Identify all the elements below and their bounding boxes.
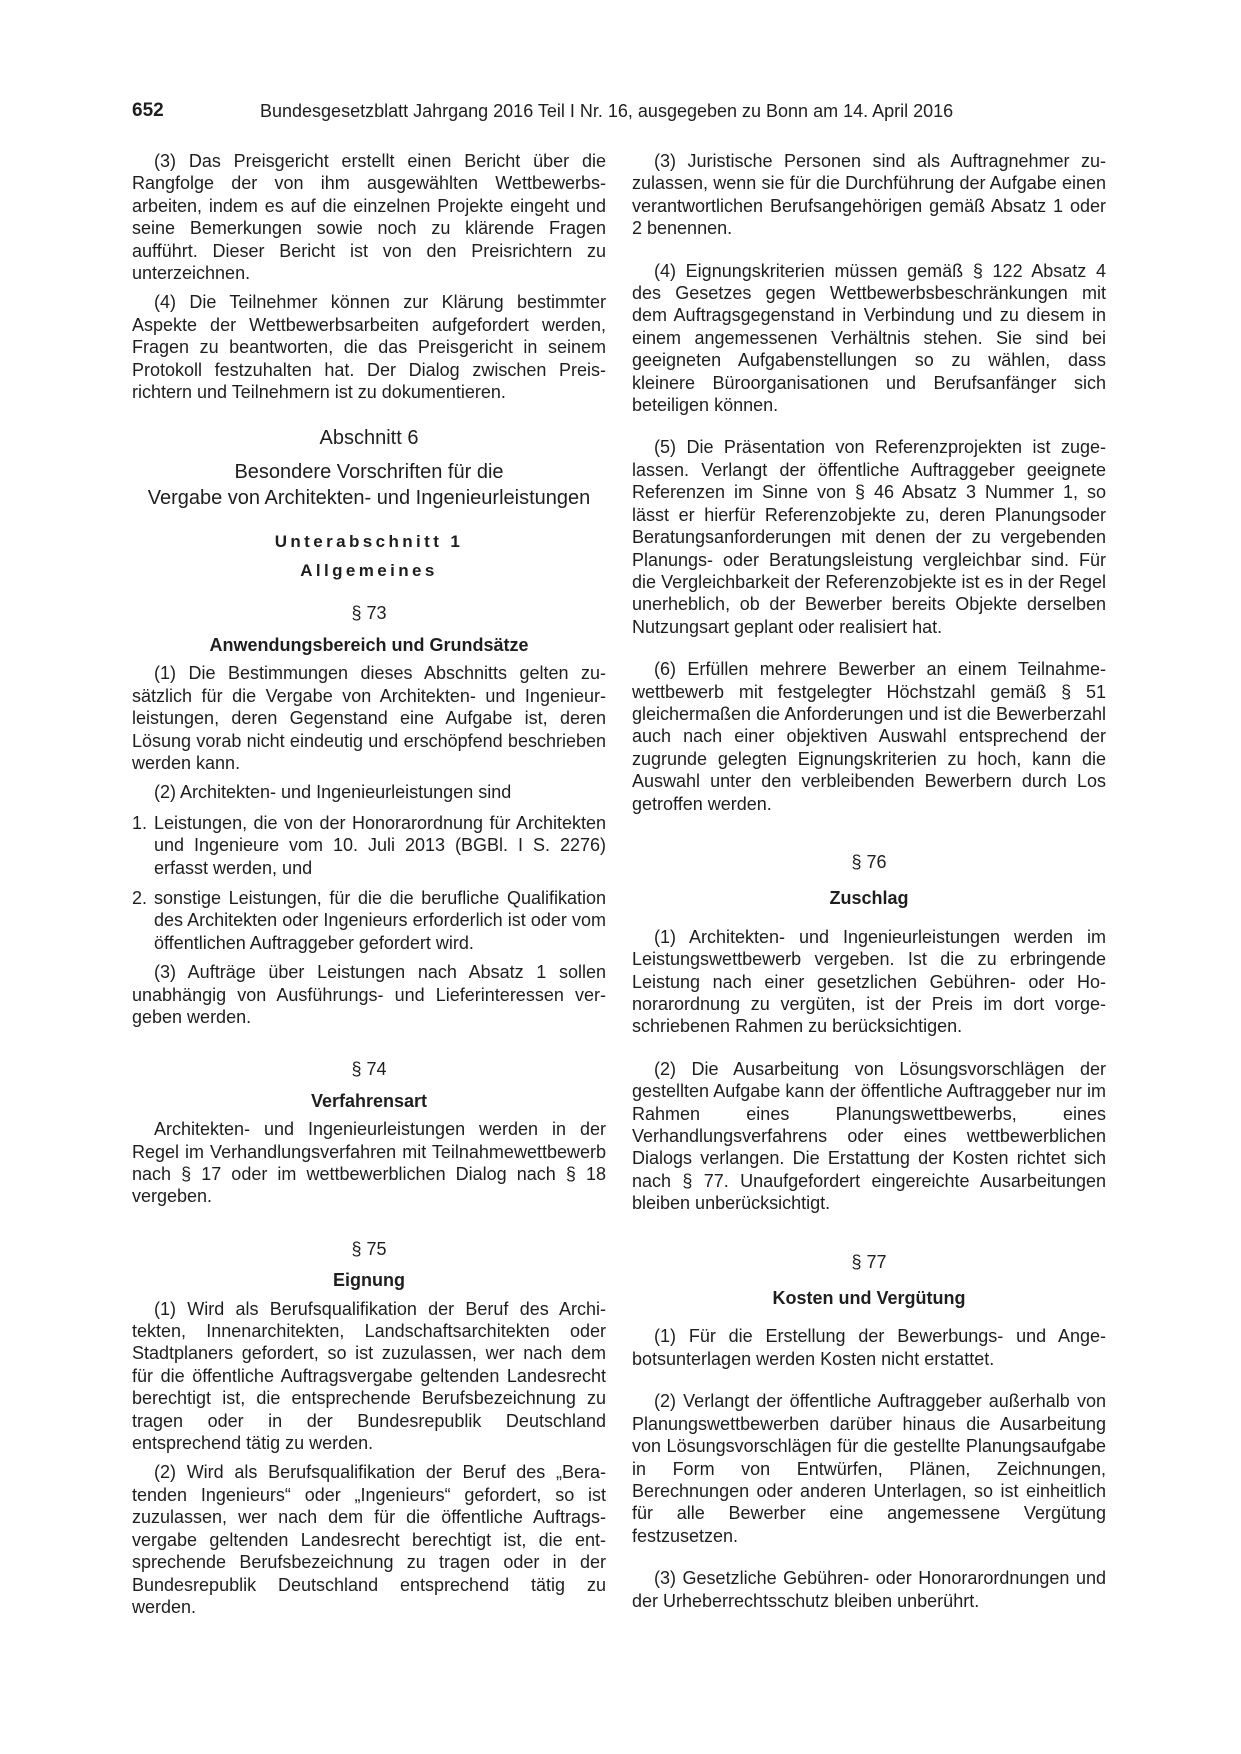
paragraph: (1) Für die Erstellung der Bewerbungs- und Angebotsunterlagen werden Kosten nicht erstattet. [632,1326,1106,1369]
running-title: Bundesgesetzblatt Jahrgang 2016 Teil I Nr. 16, ausgegeben zu Bonn am 14. April 2016 [260,101,954,121]
list-item-number: 1. [132,812,148,833]
right-column [632,150,1106,1612]
section-number: § 77 [851,1251,887,1272]
left-column [132,150,606,1618]
section-number: § 76 [851,851,887,872]
list-item-text: sonstige Leistungen, für die die berufliche Qualifikation des Architekten oder Ingenieurs erforderlich ist oder vom öffentlichen Auftraggeber gefordert wird. [154,887,606,953]
paragraph: (4) Eignungskriterien müssen gemäß § 122 Absatz 4 des Gesetzes gegen Wettbewerbsbeschränkungen mit dem Auftragsgegenstand in Verbindung und zu diesem in einem angemessenen Verhältnis stehen. Sie sind bei geeigneten Aufgabenstellungen so zu wählen, dass kleinere Büroorganisationen und Berufsanfänger sich beteiligen können. [632,260,1106,416]
section-title: Kosten und Vergütung [772,1288,966,1309]
section-title: Verfahrensart [310,1090,428,1111]
paragraph: (4) Die Teilnehmer können zur Klärung bestimmter Aspekte der Wettbewerbsarbeiten aufgefordert werden, Fragen zu beantworten, die das Preisgericht in seinem Protokoll festzuhalten hat. Der Dialog zwischen Preisrichtern und Teilnehmern ist zu dokumentieren. [132,292,606,403]
paragraph: (5) Die Präsentation von Referenzprojekten ist zugelassen. Verlangt der öffentliche Auftraggeber geeignete Referenzen im Sinne von § 46 Absatz 3 Nummer 1, so lässt er hierfür Referenzobjekte zu, deren Planungsoder Beratungsanforderungen mit denen der zu vergebenden Planungs- oder Beratungsleistung vergleichbar sind. Für die Vergleichbarkeit der Referenzobjekte ist es in der Regel unerheblich, ob der Bewerber bereits Objekte derselben Nutzungsart geplant oder realisiert hat. [632,437,1106,637]
section-title: Eignung [333,1270,405,1291]
unterabschnitt-title: Allgemeines [300,561,438,581]
paragraph: (3) Juristische Personen sind als Auftragnehmer zuzulassen, wenn sie für die Durchführung der Aufgabe einen verantwortlichen Berufsangehörigen gemäß Absatz 1 oder 2 benennen. [632,151,1106,239]
paragraph: (2) Wird als Berufsqualifikation der Beruf des „Beratenden Ingenieurs“ oder „Ingenieurs“ gefordert, so ist zuzulassen, wer nach dem für die öffentliche Auftragsvergabe geltenden Landesrecht berechtigt ist, die entsprechende Berufsbezeichnung zu tragen oder in der Bundesrepublik Deutschland entsprechend tätig zu werden. [132,1462,606,1617]
section-title: Anwendungsbereich und Grundsätze [209,634,529,655]
list-item-number: 2. [132,887,148,908]
section-number: § 74 [351,1059,387,1080]
paragraph: (3) Das Preisgericht erstellt einen Bericht über die Rangfolge der von ihm ausgewählten Wettbewerbsarbeiten, indem es auf die einzelnen Projekte eingeht und seine Bemerkungen sowie noch zu klärende Fragen aufführt. Dieser Bericht ist von den Preisrichtern zu unterzeichnen. [132,151,606,284]
paragraph: (6) Erfüllen mehrere Bewerber an einem Teilnahmewettbewerb mit festgelegter Höchstzahl gemäß § 51 gleichermaßen die Anforderungen und ist die Bewerberzahl auch nach einer objektiven Auswahl entsprechend der zugrunde gelegten Eignungskriterien zu hoch, kann die Auswahl unter den verbleibenden Bewerbern durch Los getroffen werden. [632,659,1106,814]
section-number: § 75 [351,1238,387,1259]
paragraph: (2) Architekten- und Ingenieurleistungen sind [154,782,512,803]
list-item [132,887,606,954]
paragraph: (3) Aufträge über Leistungen nach Absatz 1 sollen unabhängig von Ausführungs- und Lieferinteressen vergeben werden. [132,962,606,1027]
abschnitt-heading: Abschnitt 6 [319,427,419,450]
paragraph: (1) Wird als Berufsqualifikation der Beruf des Architekten, Innenarchitekten, Landschaftsarchitekten oder Stadtplaners gefordert, so ist zuzulassen, wer nach dem für die öffentliche Auftragsvergabe geltenden Landesrecht berechtigt ist, die entsprechende Berufsbezeichnung zu tragen oder in der Bundesrepublik Deutschland entsprechend tätig zu werden. [132,1298,606,1454]
paragraph: (1) Architekten- und Ingenieurleistungen werden im Leistungswettbewerb vergeben. Ist die zu erbringende Leistung nach einer gesetzlichen Gebühren- oder Honorarordnung zu vergüten, ist der Preis im dort vorgeschriebenen Rahmen zu berücksichtigen. [632,926,1106,1037]
abschnitt-title-line-1: Besondere Vorschriften für die [234,461,504,484]
paragraph: (1) Die Bestimmungen dieses Abschnitts gelten zusätzlich für die Vergabe von Architekten- und Ingenieurleistungen, deren Gegenstand eine Aufgabe ist, deren Lösung vorab nicht eindeutig und erschöpfend beschrieben werden kann. [132,663,606,773]
section-title: Zuschlag [829,888,909,909]
abschnitt-title-line-2: Vergabe von Architekten- und Ingenieurleistungen [147,487,591,510]
unterabschnitt-heading: Unterabschnitt 1 [274,532,464,552]
paragraph: (2) Die Ausarbeitung von Lösungsvorschlägen der gestellten Aufgabe kann der öffentliche Auftraggeber nur im Rahmen eines Planungswettbewerbs, eines Verhandlungsverfahrens oder eines wettbewerblichen Dialogs verlangen. Die Erstattung der Kosten richtet sich nach § 77. Unaufgefordert eingereichte Ausarbeitungen bleiben unberücksichtigt. [632,1058,1106,1214]
paragraph: (2) Verlangt der öffentliche Auftraggeber außerhalb von Planungswettbewerben darüber hinaus die Ausarbeitung von Lösungsvorschlägen für die gestellte Planungsaufgabe in Form von Entwürfen, Plänen, Zeichnungen, Berechnungen oder anderen Unterlagen, so ist einheitlich für alle Bewerber eine angemessene Vergütung festzusetzen. [632,1391,1106,1546]
section-number: § 73 [351,603,387,624]
list-item [132,812,606,879]
paragraph: Architekten- und Ingenieurleistungen werden in der Regel im Verhandlungsverfahren mit Teilnahmewettbewerb nach § 17 oder im wettbewerblichen Dialog nach § 18 vergeben. [132,1119,606,1207]
page-header [132,99,1108,125]
list-item-text: Leistungen, die von der Honorarordnung für Architekten und Ingenieure vom 10. Juli 2013 (BGBl. I S. 2276) erfasst werden, und [154,812,606,878]
page-number: 652 [132,100,164,121]
paragraph: (3) Gesetzliche Gebühren- oder Honorarordnungen und der Urheberrechtsschutz bleiben unberührt. [632,1568,1106,1611]
